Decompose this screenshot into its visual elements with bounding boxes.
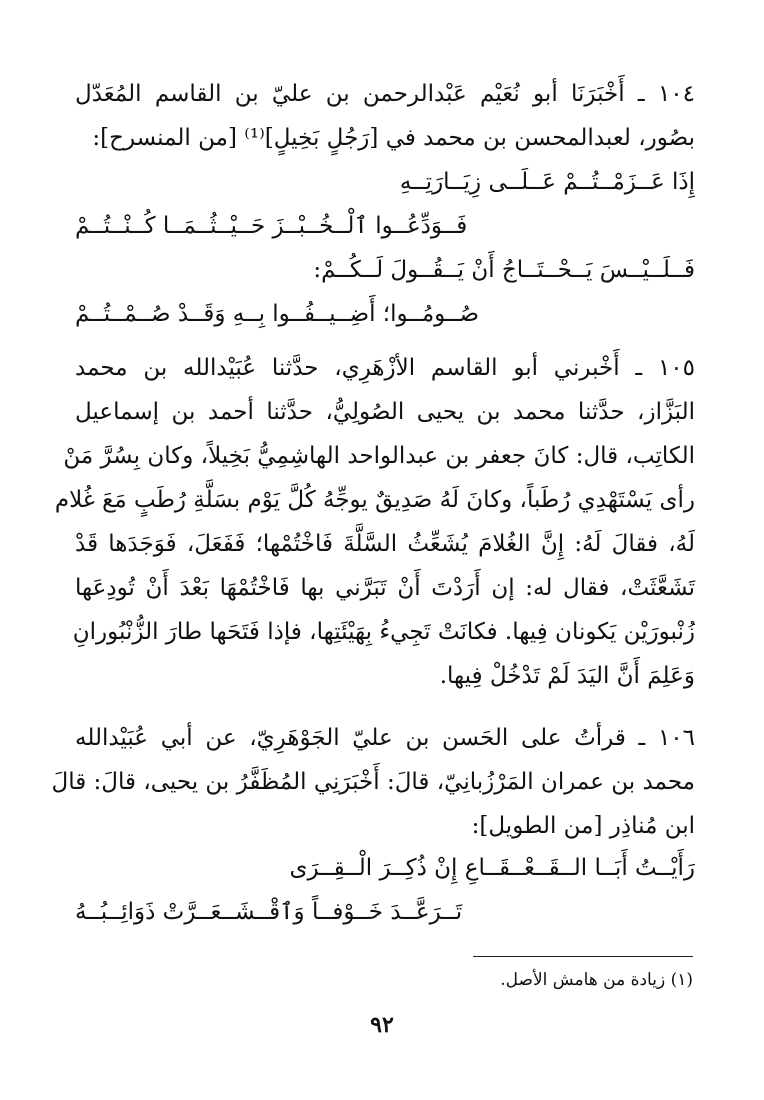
text-line: بصُور، لعبدالمحسن بن محمد في [رَجُلٍ بَخِيلٍ]⁽¹⁾ [من المنسرح]: <box>92 125 695 151</box>
text-line: ابن مُناذِر [من الطويل]: <box>471 813 695 839</box>
entry-106-prose <box>51 716 695 848</box>
verse-hemistich: فَــلَــيْــسَ يَــحْــتَــاجُ أَنْ يَــقُــولَ لَــكُــمْ: <box>313 257 695 283</box>
entry-106-poem <box>75 846 695 934</box>
verse-hemistich: فَــوَدِّعُــوا ٱلْــخُــبْــزَ حَــيْــثُــمَــا كُــنْــتُــمْ <box>75 213 468 239</box>
page-number: ٩٢ <box>370 1012 394 1038</box>
footnote: (١) زيادة من هامش الأصل. <box>500 970 693 990</box>
text-line: لَهُ، فقالَ لَهُ: إِنَّ الغُلامَ يُشَعِّثُ السَّلَّةَ فَاخْتُمْها؛ فَفَعَلَ، فَوَجَدَها قَدْ <box>75 531 695 557</box>
entry-104-poem <box>75 160 695 336</box>
verse-hemistich: رَأَيْــتُ أَبَــا الــقَــعْــقَــاعِ إِنْ ذُكِــرَ الْــقِــرَى <box>289 855 695 881</box>
text-line: تَشَعَّثَتْ، فقال له: إن أَرَدْتَ أَنْ تَبَرَّني بها فَاخْتُمْهَا بَعْدَ أَنْ تُودِعَها <box>75 575 695 601</box>
text-line: البَزَّاز، حدَّثنا محمد بن يحيى الصُولِيُّ، حدَّثنا أحمد بن إسماعيل <box>75 399 695 425</box>
footnote-divider <box>473 956 693 957</box>
text-line: وَعَلِمَ أَنَّ اليَدَ لَمْ تَدْخُلْ فِيها. <box>439 663 695 689</box>
text-line: زُنْبورَيْن يَكونان فِيها. فكانَتْ تَجِيءُ بِهَيْئَتِها، فإذا فَتَحَها طارَ الزُّنْبُورانِ <box>72 619 695 645</box>
verse-hemistich: إِذَا عَــزَمْــتُــمْ عَــلَــى زِيَــارَتِــهِ <box>399 169 695 195</box>
verse-hemistich: تَــرَعَّــدَ خَــوْفــاً وَٱقْــشَــعَــرَّتْ ذَوَائِــبُــهُ <box>75 899 463 925</box>
text-line: الكاتِب، قال: كانَ جعفر بن عبدالواحد الهاشِمِيُّ بَخِيلاً، وكان بِسُرَّ مَنْ <box>63 443 695 469</box>
text-line: ١٠٤ ـ أَخْبَرَنَا أبو نُعَيْم عَبْدالرحمن بن عليّ بن القاسم المُعَدّل <box>75 81 695 107</box>
entry-104-prose <box>75 72 695 160</box>
text-line: ١٠٥ ـ أَخْبرني أبو القاسم الأزْهَرِي، حدَّثنا عُبَيْدالله بن محمد <box>75 355 695 381</box>
verse-hemistich: صُــومُــوا؛ أَضِــيــفُــوا بِــهِ وَقَــدْ صُــمْــتُــمْ <box>75 301 480 327</box>
text-line: ١٠٦ ـ قرأتُ على الحَسن بن عليّ الجَوْهَرِيّ، عن أبي عُبَيْدالله <box>75 725 695 751</box>
entry-105-prose <box>54 346 695 698</box>
text-line: محمد بن عمران المَرْزُبانِيّ، قالَ: أَخْبَرَنِي المُظَفَّرُ بن يحيى، قالَ: قالَ <box>51 769 695 795</box>
text-line: رأى يَسْتَهْدِي رُطَباً، وكانَ لَهُ صَدِيقٌ يوجِّهُ كُلَّ يَوْم بسَلَّةِ رُطَبٍ مَعَ غُلام <box>54 487 695 513</box>
